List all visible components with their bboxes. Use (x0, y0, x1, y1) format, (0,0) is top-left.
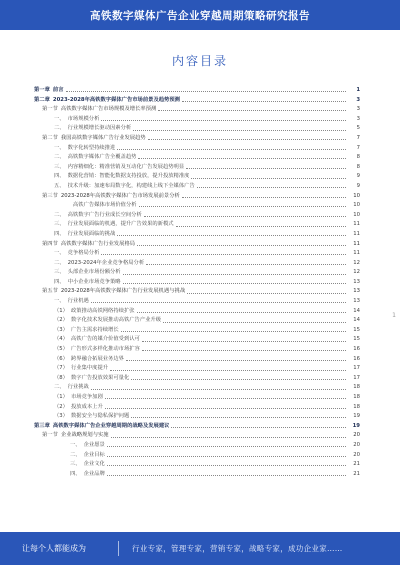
toc-entry-title: 广告主需求持续增长 (70, 326, 119, 333)
toc-entry-title: 2023-2028年高铁数字媒体广告行业发展机遇与挑战 (60, 288, 186, 295)
toc-dot-leader (142, 341, 346, 342)
toc-dot-leader (121, 331, 346, 332)
toc-dot-leader (117, 149, 346, 150)
toc-entry-title: 2023-2028年高铁数字媒体广告市场前景及趋势预测 (52, 96, 180, 103)
toc-entry-title: 数字化转型持续推进 (67, 144, 116, 151)
toc-entry-page: 10 (353, 211, 360, 218)
toc-entry-title: 市场规模分析 (67, 115, 100, 122)
toc-entry-page: 19 (353, 413, 360, 420)
toc-entry-number: 二、 (54, 384, 65, 391)
toc-entry-number: （4） (54, 336, 68, 343)
toc-entry[interactable] (34, 412, 360, 422)
toc-entry-number: （7） (54, 365, 68, 372)
toc-entry-page: 15 (353, 326, 360, 333)
toc-entry[interactable] (34, 374, 360, 384)
toc-entry-title: 头部企业市场份额分析 (67, 269, 121, 276)
toc-entry-page: 13 (353, 278, 360, 285)
toc-entry-number: 五、 (54, 182, 65, 189)
toc-entry-page: 3 (356, 106, 360, 113)
toc-entry[interactable] (34, 460, 360, 470)
toc-entry-title: 企业愿景 (83, 441, 105, 448)
toc-entry-title: 高铁数字媒体广告全覆盖趋势 (67, 154, 137, 161)
toc-entry-number: 四、 (54, 173, 65, 180)
toc-entry-number: （8） (54, 374, 68, 381)
toc-entry-title: 行业发展面临的机遇，提升广告效果的新模式 (67, 221, 174, 228)
toc-dot-leader (66, 91, 346, 92)
toc-entry-number: 一、 (54, 298, 65, 305)
toc-entry-title: 行业发展面临的挑战 (67, 230, 116, 237)
toc-entry-number: 二、 (54, 211, 65, 218)
toc-dot-leader (133, 130, 346, 131)
toc-entry[interactable] (34, 115, 360, 125)
toc-dot-leader (186, 168, 346, 169)
toc-entry-page: 14 (353, 307, 360, 314)
toc-entry-number: 第一节 (42, 432, 58, 439)
header-bar (0, 0, 400, 30)
toc-entry-title: 数据化营销：智能化数据支持投放，提升投放精准度 (67, 173, 190, 180)
toc-entry-page: 17 (353, 365, 360, 372)
toc-entry-number: 一、 (54, 250, 65, 257)
toc-entry[interactable] (34, 182, 360, 192)
toc-entry-page: 1 (356, 87, 360, 93)
toc-entry[interactable] (34, 230, 360, 240)
toc-entry-number: 第五节 (42, 288, 58, 295)
toc-entry[interactable] (34, 240, 360, 250)
toc-dot-leader (182, 197, 346, 198)
toc-dot-leader (91, 302, 346, 303)
toc-dot-leader (91, 389, 346, 390)
toc-entry-page: 14 (353, 317, 360, 324)
toc-entry-number: （3） (54, 413, 68, 420)
toc-entry[interactable] (34, 201, 360, 211)
toc-entry-number: （5） (54, 346, 68, 353)
toc-dot-leader (137, 312, 346, 313)
toc-entry-page: 20 (353, 432, 360, 439)
toc-dot-leader (191, 178, 346, 179)
toc-dot-leader (105, 398, 346, 399)
toc-entry-title: 数字化技术发展推动高铁广告产业升级 (70, 317, 162, 324)
toc-dot-leader (182, 101, 346, 102)
toc-entry[interactable] (34, 86, 360, 96)
toc-entry-number: 第三章 (34, 422, 50, 429)
toc-entry-number: 二、 (70, 451, 81, 458)
toc-entry-page: 3 (356, 115, 360, 122)
toc-entry-page: 5 (356, 125, 360, 132)
toc-entry-page: 16 (353, 355, 360, 362)
toc-entry-number: （1） (54, 307, 68, 314)
toc-entry-page: 21 (353, 470, 360, 477)
toc-dot-leader (107, 456, 346, 457)
toc-entry[interactable] (34, 172, 360, 182)
toc-entry-number: （1） (54, 394, 68, 400)
toc-entry-title: 高铁广告媒体市场价值分析 (73, 202, 137, 209)
toc-entry-page: 18 (353, 384, 360, 391)
toc-entry-number: 第一节 (42, 106, 58, 113)
toc-dot-leader (123, 283, 346, 284)
toc-entry[interactable] (34, 364, 360, 374)
toc-entry-title: 高铁广告的媒介价值受到认可 (70, 336, 140, 343)
toc-entry-page: 18 (353, 394, 360, 400)
toc-entry-number: 三、 (54, 269, 65, 276)
toc-entry-title: 高铁数字广告行业成长空间分析 (67, 211, 142, 218)
toc-entry[interactable] (34, 211, 360, 221)
footer-brand: 让每个人都能成为 (22, 544, 86, 553)
toc-entry[interactable] (34, 297, 360, 307)
toc-entry-title: 前言 (52, 87, 64, 93)
toc-entry-page: 21 (353, 461, 360, 468)
toc-dot-leader (107, 465, 346, 466)
toc-dot-leader (137, 245, 346, 246)
toc-entry[interactable] (34, 335, 360, 345)
toc-dot-leader (107, 475, 346, 476)
toc-entry-title: 数字广告投放效果可量化 (70, 374, 130, 381)
toc-entry-number: 三、 (70, 461, 81, 468)
toc-entry-page: 11 (353, 240, 360, 247)
toc-dot-leader (142, 350, 346, 351)
toc-entry[interactable] (34, 144, 360, 154)
toc-entry-title: 2023-2028年高铁数字媒体广告市场发展前景分析 (60, 192, 180, 199)
table-of-contents (34, 86, 360, 479)
toc-dot-leader (144, 216, 346, 217)
toc-entry-title: 行业挑战 (67, 384, 89, 391)
footer-slogan: 行业专家，管理专家，营销专家，战略专家，成功企业家…… (132, 544, 343, 553)
toc-entry-title: 行业集中度提升 (70, 365, 109, 372)
toc-dot-leader (123, 274, 346, 275)
toc-entry-page: 19 (352, 422, 360, 429)
footer-bar (0, 532, 400, 565)
toc-entry-number: （3） (54, 326, 68, 333)
toc-entry[interactable] (34, 153, 360, 163)
toc-entry-title: 高铁数字媒体广告行业发展格局 (60, 240, 136, 247)
toc-entry[interactable] (34, 355, 360, 365)
toc-dot-leader (117, 235, 346, 236)
toc-entry-title: 市场竞争加剧 (70, 394, 103, 400)
toc-entry[interactable] (34, 163, 360, 173)
toc-entry-page: 10 (353, 202, 360, 209)
toc-entry-number: 四、 (70, 470, 81, 477)
toc-entry-title: 跨界融合拓展业务边界 (70, 355, 124, 362)
toc-entry[interactable] (34, 259, 360, 269)
toc-entry[interactable] (34, 393, 360, 403)
toc-entry-number: 一、 (54, 144, 65, 151)
toc-entry-number: （2） (54, 317, 68, 324)
toc-entry-page: 12 (353, 269, 360, 276)
toc-heading: 内容目录 (171, 54, 228, 68)
toc-entry-number: 第二章 (34, 96, 50, 103)
side-mark: 1 (392, 312, 396, 319)
toc-entry-number: 四、 (54, 230, 65, 237)
toc-entry[interactable] (34, 287, 360, 297)
toc-entry-number: 一、 (54, 115, 65, 122)
toc-entry-title: 数据安全与隐私保护问题 (70, 413, 130, 420)
toc-dot-leader (176, 226, 346, 227)
toc-entry-number: 第一章 (34, 87, 50, 93)
toc-dot-leader (101, 120, 346, 121)
toc-dot-leader (131, 379, 346, 380)
toc-dot-leader (105, 408, 346, 409)
toc-entry-number: （6） (54, 355, 68, 362)
toc-entry-title: 行业机遇 (67, 298, 89, 305)
toc-dot-leader (148, 139, 346, 140)
toc-entry-page: 11 (353, 250, 360, 257)
toc-entry-page: 3 (356, 96, 360, 103)
toc-entry-title: 企业文化 (83, 461, 105, 468)
toc-entry[interactable] (34, 268, 360, 278)
toc-entry[interactable] (34, 278, 360, 288)
toc-entry-number: 一、 (70, 441, 81, 448)
toc-dot-leader (110, 370, 346, 371)
toc-entry-number: （2） (54, 403, 68, 410)
toc-entry-number: 三、 (54, 221, 65, 228)
toc-entry-page: 13 (353, 288, 360, 295)
toc-entry-page: 8 (356, 154, 360, 161)
toc-entry-number: 四、 (54, 278, 65, 285)
toc-entry-page: 16 (353, 346, 360, 353)
toc-entry-title: 高铁数字媒体广告市场规模及增长率预测 (60, 106, 157, 113)
toc-entry-title: 投放成本上升 (70, 403, 103, 410)
toc-dot-leader (171, 427, 346, 428)
toc-entry[interactable] (34, 124, 360, 134)
toc-entry[interactable] (34, 422, 360, 432)
toc-entry[interactable] (34, 105, 360, 115)
toc-dot-leader (163, 322, 346, 323)
toc-entry-number: 第四节 (42, 240, 58, 247)
toc-entry-page: 11 (353, 230, 360, 237)
toc-entry[interactable] (34, 383, 360, 393)
toc-entry-page: 20 (353, 441, 360, 448)
toc-dot-leader (107, 446, 346, 447)
toc-dot-leader (187, 293, 346, 294)
toc-entry-title: 广告形式多样化推动市场扩容 (70, 346, 140, 353)
toc-entry[interactable] (34, 403, 360, 413)
toc-entry[interactable] (34, 307, 360, 317)
toc-dot-leader (139, 206, 346, 207)
toc-entry-page: 8 (356, 163, 360, 170)
toc-entry[interactable] (34, 134, 360, 144)
toc-entry-title: 我国高铁数字媒体广告行业发展趋势 (60, 134, 146, 141)
toc-entry[interactable] (34, 220, 360, 230)
toc-entry-title: 2023-2024年企业竞争格局分析 (67, 259, 145, 266)
toc-entry-page: 17 (353, 374, 360, 381)
toc-dot-leader (158, 110, 346, 111)
toc-entry[interactable] (34, 345, 360, 355)
toc-entry[interactable] (34, 431, 360, 441)
toc-entry-page: 18 (353, 403, 360, 410)
toc-dot-leader (138, 158, 346, 159)
toc-entry-number: 二、 (54, 125, 65, 132)
toc-entry[interactable] (34, 249, 360, 259)
toc-entry[interactable] (34, 326, 360, 336)
toc-entry-page: 10 (353, 192, 360, 199)
toc-entry-number: 第三节 (42, 192, 58, 199)
toc-entry-page: 9 (356, 173, 360, 180)
toc-entry-page: 12 (353, 259, 360, 266)
toc-entry-title: 中小企业市场竞争策略 (67, 278, 121, 285)
report-title: 高铁数字媒体广告企业穿越周期策略研究报告 (90, 10, 310, 22)
toc-entry-page: 15 (353, 336, 360, 343)
footer-divider (118, 541, 119, 556)
toc-entry-title: 高铁数字媒体广告企业穿越周期的战略及发展建议 (52, 422, 170, 429)
toc-dot-leader (126, 360, 346, 361)
toc-entry-title: 技术升级：加速布局数字化，构建线上线下全媒体广告 (67, 182, 195, 189)
toc-entry-number: 三、 (54, 163, 65, 170)
toc-entry-number: 二、 (54, 259, 65, 266)
toc-entry-page: 11 (353, 221, 360, 228)
toc-entry[interactable] (34, 451, 360, 461)
toc-entry-page: 9 (356, 182, 360, 189)
toc-dot-leader (146, 264, 346, 265)
toc-dot-leader (131, 417, 346, 418)
toc-dot-leader (101, 254, 346, 255)
toc-entry[interactable] (34, 96, 360, 106)
toc-entry[interactable] (34, 441, 360, 451)
toc-dot-leader (197, 187, 346, 188)
toc-entry-title: 竞争格局分析 (67, 250, 100, 257)
toc-entry-page: 7 (356, 144, 360, 151)
toc-entry-title: 企业品牌 (83, 470, 105, 477)
toc-entry[interactable] (34, 470, 360, 480)
toc-entry[interactable] (34, 316, 360, 326)
toc-entry-title: 企业战略规划与实施 (60, 432, 109, 439)
toc-entry-page: 20 (353, 451, 360, 458)
toc-entry-page: 7 (356, 134, 360, 141)
toc-entry-title: 行业规模增长驱动因素分析 (67, 125, 132, 132)
toc-entry-number: 第二节 (42, 134, 58, 141)
toc-dot-leader (111, 437, 346, 438)
toc-entry-page: 13 (353, 298, 360, 305)
toc-entry[interactable] (34, 192, 360, 202)
toc-entry-title: 内容精细化：精准营销及互动化广告发展趋势明显 (67, 163, 185, 170)
toc-entry-title: 企业目标 (83, 451, 105, 458)
toc-entry-title: 政策推动高铁网络持续扩张 (70, 307, 135, 314)
toc-entry-number: 二、 (54, 154, 65, 161)
